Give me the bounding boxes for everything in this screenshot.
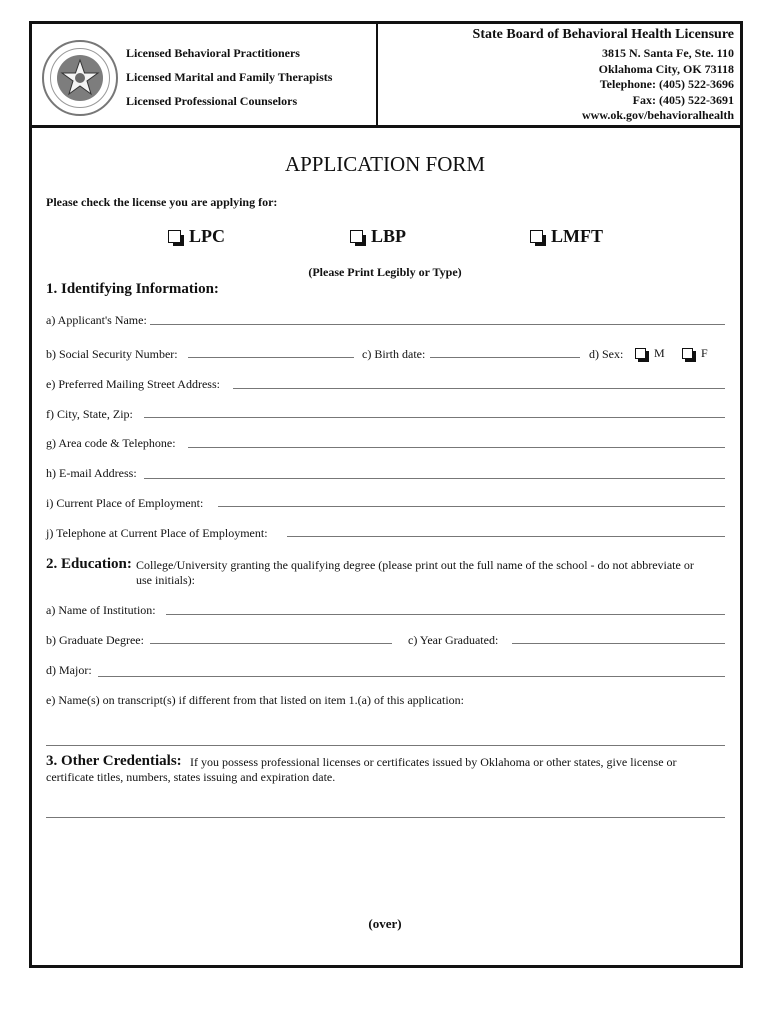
employment-telephone-field[interactable] [287, 536, 725, 537]
fax: Fax: (405) 522-3691 [632, 93, 734, 107]
city-state-zip-label: f) City, State, Zip: [46, 407, 133, 421]
header-item-lmft: Licensed Marital and Family Therapists [126, 70, 333, 84]
credentials-description-line2: certificate titles, numbers, states issuing and expiration date. [46, 770, 336, 784]
major-field[interactable] [98, 676, 725, 677]
mailing-address-field[interactable] [233, 388, 725, 389]
section2-heading: 2. Education: [46, 556, 132, 572]
ssn-label: b) Social Security Number: [46, 347, 178, 361]
address-line2: Oklahoma City, OK 73118 [598, 62, 734, 76]
section1-heading: 1. Identifying Information: [46, 281, 219, 297]
checkbox-icon[interactable] [168, 230, 181, 243]
header-divider [29, 125, 743, 128]
transcript-names-field[interactable] [46, 745, 725, 746]
employment-telephone-label: j) Telephone at Current Place of Employment: [46, 526, 268, 540]
license-option-lpc[interactable] [168, 226, 225, 247]
state-seal-icon [42, 40, 118, 116]
sex-option-f[interactable] [682, 346, 708, 361]
applicant-name-label: a) Applicant's Name: [46, 313, 147, 327]
email-label: h) E-mail Address: [46, 466, 137, 480]
credentials-field[interactable] [46, 817, 725, 818]
license-prompt: Please check the license you are applying for: [46, 195, 278, 209]
license-option-lmft[interactable] [530, 226, 603, 247]
page-title: APPLICATION FORM [284, 152, 486, 176]
year-graduated-field[interactable] [512, 643, 725, 644]
applicant-name-field[interactable] [150, 324, 725, 325]
license-label: LPC [189, 226, 225, 246]
checkbox-icon[interactable] [350, 230, 363, 243]
sex-m-label: M [654, 346, 665, 360]
birth-date-field[interactable] [430, 357, 580, 358]
graduate-degree-field[interactable] [150, 643, 392, 644]
major-label: d) Major: [46, 663, 92, 677]
employment-label: i) Current Place of Employment: [46, 496, 204, 510]
sex-f-label: F [701, 346, 708, 360]
institution-field[interactable] [166, 614, 725, 615]
header-item-lpc: Licensed Professional Counselors [126, 94, 298, 108]
institution-label: a) Name of Institution: [46, 603, 156, 617]
section3-heading: 3. Other Credentials: [46, 753, 182, 769]
print-note: (Please Print Legibly or Type) [308, 265, 462, 279]
address-line1: 3815 N. Santa Fe, Ste. 110 [602, 46, 734, 60]
telephone: Telephone: (405) 522-3696 [599, 77, 734, 91]
graduate-degree-label: b) Graduate Degree: [46, 633, 144, 647]
license-option-lbp[interactable] [350, 226, 406, 247]
license-label: LMFT [551, 226, 603, 246]
employment-field[interactable] [218, 506, 725, 507]
checkbox-icon[interactable] [530, 230, 543, 243]
board-name: State Board of Behavioral Health Licensure [472, 27, 734, 42]
year-graduated-label: c) Year Graduated: [408, 633, 499, 647]
website-link[interactable]: www.ok.gov/behavioralhealth [581, 108, 734, 122]
credentials-description-line1: If you possess professional licenses or certificates issued by Oklahoma or other states, give license or [190, 755, 677, 769]
checkbox-icon[interactable] [682, 348, 693, 359]
telephone-label: g) Area code & Telephone: [46, 436, 176, 450]
mailing-address-label: e) Preferred Mailing Street Address: [46, 377, 220, 391]
header-item-lbp: Licensed Behavioral Practitioners [126, 46, 300, 60]
license-label: LBP [371, 226, 407, 246]
header-vertical-divider [376, 21, 378, 125]
transcript-names-label: e) Name(s) on transcript(s) if different from that listed on item 1.(a) of this application: [46, 693, 464, 707]
education-description-line1: College/University granting the qualifying degree (please print out the full name of the school - do not abbreviate or [136, 558, 694, 572]
education-description-line2: use initials): [136, 573, 195, 587]
sex-option-m[interactable] [635, 346, 665, 361]
checkbox-icon[interactable] [635, 348, 646, 359]
telephone-field[interactable] [188, 447, 725, 448]
over-note: (over) [368, 916, 402, 931]
email-field[interactable] [144, 478, 725, 479]
city-state-zip-field[interactable] [144, 417, 725, 418]
birth-date-label: c) Birth date: [362, 347, 426, 361]
ssn-field[interactable] [188, 357, 354, 358]
sex-label: d) Sex: [589, 347, 624, 361]
